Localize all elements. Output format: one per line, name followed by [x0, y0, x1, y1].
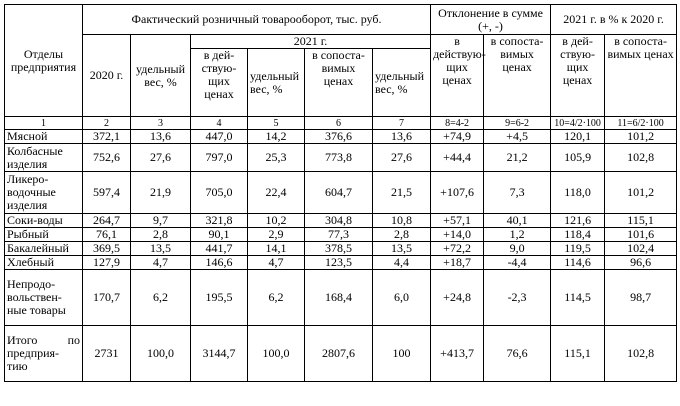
table-cell: 369,5 — [83, 242, 131, 256]
table-cell: 27,6 — [131, 144, 191, 172]
table-cell: 6,2 — [248, 270, 305, 326]
table-cell: 13,5 — [373, 242, 431, 256]
table-cell: 441,7 — [191, 242, 248, 256]
table-cell: +72,2 — [431, 242, 484, 256]
dept-name: Бакалейный — [5, 242, 83, 256]
table-cell: 101,2 — [605, 172, 677, 214]
table-cell: 121,6 — [551, 214, 605, 228]
table-cell: +4,5 — [484, 130, 551, 144]
table-cell: 25,3 — [248, 144, 305, 172]
total-label-word: по — [67, 333, 80, 347]
table-cell: 21,5 — [373, 172, 431, 214]
table-cell: 13,6 — [131, 130, 191, 144]
header-fact-group: Фактический розничный товарооборот, тыс. руб. — [83, 5, 431, 35]
table-cell: 21,9 — [131, 172, 191, 214]
total-cell: 100,0 — [131, 326, 191, 382]
table-cell: 105,9 — [551, 144, 605, 172]
table-cell: 376,6 — [305, 130, 373, 144]
table-row — [5, 256, 677, 270]
table-cell: 773,8 — [305, 144, 373, 172]
dept-name: Непродо- вольствен- ные товары — [5, 270, 83, 326]
total-label — [5, 326, 83, 382]
dept-name: Рыбный — [5, 228, 83, 242]
table-cell: 119,5 — [551, 242, 605, 256]
table-cell: 195,5 — [191, 270, 248, 326]
table-cell: 304,8 — [305, 214, 373, 228]
table-cell: 77,3 — [305, 228, 373, 242]
table-cell: +44,4 — [431, 144, 484, 172]
table-cell: -4,4 — [484, 256, 551, 270]
table-cell: 127,9 — [83, 256, 131, 270]
header-share-2021-comparable: удельный вес, % — [373, 49, 431, 117]
table-cell: 9,7 — [131, 214, 191, 228]
header-dev-group: Отклонение в сумме (+, -) — [431, 5, 551, 35]
table-row — [5, 214, 677, 228]
table-cell: 447,0 — [191, 130, 248, 144]
table-cell: 101,6 — [605, 228, 677, 242]
table-cell: +14,0 — [431, 228, 484, 242]
table-cell: 2,8 — [373, 228, 431, 242]
table-cell: 123,5 — [305, 256, 373, 270]
table-cell: 604,7 — [305, 172, 373, 214]
header-2021-comparable: в сопоста- вимых ценах — [305, 49, 373, 117]
index-row: 1 2 3 4 5 6 7 8=4-2 9=6-2 10=4/2·100 11=6/2·100 — [5, 117, 677, 130]
table-cell: 40,1 — [484, 214, 551, 228]
dept-name: Мясной — [5, 130, 83, 144]
dept-name: Колбасные изделия — [5, 144, 83, 172]
table-cell: 120,1 — [551, 130, 605, 144]
table-cell: 4,4 — [373, 256, 431, 270]
table-cell: 797,0 — [191, 144, 248, 172]
turnover-table — [4, 4, 677, 382]
table-cell: 2,8 — [131, 228, 191, 242]
table-cell: 1,2 — [484, 228, 551, 242]
table-cell: 264,7 — [83, 214, 131, 228]
header-pct-comparable: в сопоста- вимых ценах — [605, 35, 677, 117]
table-cell: 102,4 — [605, 242, 677, 256]
table-cell: 4,7 — [248, 256, 305, 270]
table-cell: 115,1 — [605, 214, 677, 228]
total-cell: +413,7 — [431, 326, 484, 382]
dept-name: Соки-воды — [5, 214, 83, 228]
table-cell: 7,3 — [484, 172, 551, 214]
header-pct-current: в дей- ствую- щих ценах — [551, 35, 605, 117]
table-cell: +107,6 — [431, 172, 484, 214]
table-cell: +57,1 — [431, 214, 484, 228]
dept-name: Хлебный — [5, 256, 83, 270]
table-cell: 102,8 — [605, 144, 677, 172]
table-cell: 13,6 — [373, 130, 431, 144]
total-label-word: Итого — [7, 333, 38, 347]
total-cell: 76,6 — [484, 326, 551, 382]
table-cell: 118,4 — [551, 228, 605, 242]
table-cell: 114,6 — [551, 256, 605, 270]
table-cell: 752,6 — [83, 144, 131, 172]
table-row — [5, 242, 677, 256]
total-cell: 2731 — [83, 326, 131, 382]
table-cell: 10,8 — [373, 214, 431, 228]
table-cell: 90,1 — [191, 228, 248, 242]
table-cell: 6,2 — [131, 270, 191, 326]
table-row — [5, 228, 677, 242]
table-cell: 2,9 — [248, 228, 305, 242]
table-cell: 27,6 — [373, 144, 431, 172]
table-cell: 13,5 — [131, 242, 191, 256]
table-cell: 170,7 — [83, 270, 131, 326]
table-cell: +18,7 — [431, 256, 484, 270]
table-row — [5, 130, 677, 144]
table-row — [5, 144, 677, 172]
table-cell: 10,2 — [248, 214, 305, 228]
table-cell: +24,8 — [431, 270, 484, 326]
header-share-2021-current: удельный вес, % — [248, 49, 305, 117]
table-cell: 705,0 — [191, 172, 248, 214]
table-cell: 98,7 — [605, 270, 677, 326]
header-2021-current: в дей- ствую- щих ценах — [191, 49, 248, 117]
total-cell: 2807,6 — [305, 326, 373, 382]
header-2020: 2020 г. — [83, 35, 131, 117]
table-cell: 21,2 — [484, 144, 551, 172]
total-cell: 115,1 — [551, 326, 605, 382]
total-cell: 3144,7 — [191, 326, 248, 382]
header-2021: 2021 г. — [191, 35, 431, 49]
table-cell: -2,3 — [484, 270, 551, 326]
table-cell: 101,2 — [605, 130, 677, 144]
table-cell: 14,1 — [248, 242, 305, 256]
table-cell: 378,5 — [305, 242, 373, 256]
table-cell: 76,1 — [83, 228, 131, 242]
table-cell: 372,1 — [83, 130, 131, 144]
table-cell: 146,6 — [191, 256, 248, 270]
header-pct-group: 2021 г. в % к 2020 г. — [551, 5, 677, 35]
table-row — [5, 172, 677, 214]
table-cell: 14,2 — [248, 130, 305, 144]
total-cell: 100 — [373, 326, 431, 382]
header-dev-comparable: в сопоста- вимых ценах — [484, 35, 551, 117]
header-share-2020: удельный вес, % — [131, 35, 191, 117]
table-cell: 4,7 — [131, 256, 191, 270]
total-cell: 102,8 — [605, 326, 677, 382]
table-cell: 321,8 — [191, 214, 248, 228]
table-cell: 597,4 — [83, 172, 131, 214]
total-cell: 100,0 — [248, 326, 305, 382]
table-cell: 9,0 — [484, 242, 551, 256]
table-cell: +74,9 — [431, 130, 484, 144]
table-cell: 114,5 — [551, 270, 605, 326]
total-row — [5, 326, 677, 382]
table-cell: 118,0 — [551, 172, 605, 214]
dept-name: Ликеро- водочные изделия — [5, 172, 83, 214]
table-cell: 96,6 — [605, 256, 677, 270]
table-row — [5, 270, 677, 326]
table-cell: 6,0 — [373, 270, 431, 326]
header-dev-current: в действую- щих ценах — [431, 35, 484, 117]
header-dept: Отделы предприятия — [5, 5, 83, 117]
table-cell: 168,4 — [305, 270, 373, 326]
table-cell: 22,4 — [248, 172, 305, 214]
total-label-rest: предприя- тию — [7, 346, 60, 373]
